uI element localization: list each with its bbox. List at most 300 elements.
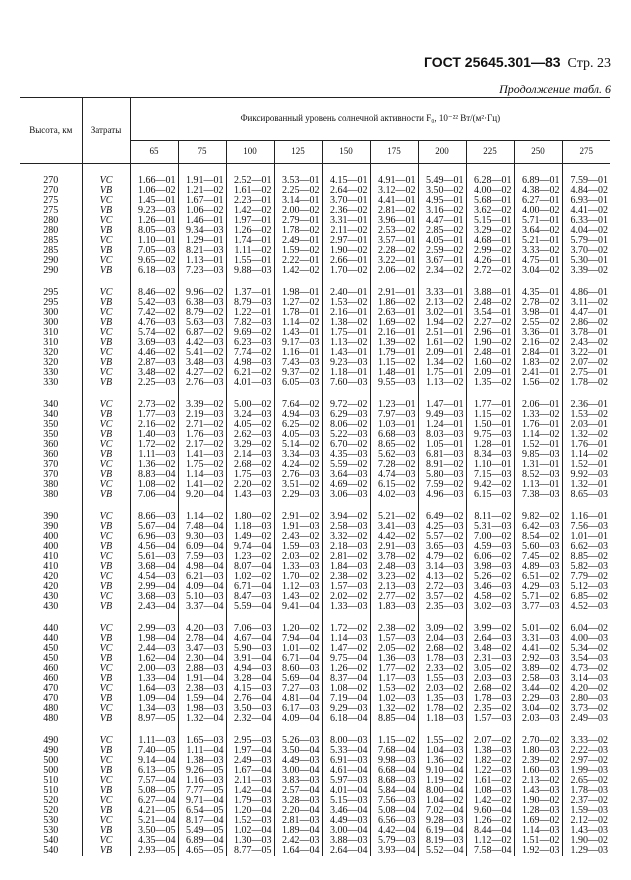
value-cell: 8.77—05: [226, 846, 274, 856]
height-cell: 490: [20, 736, 82, 746]
value-cell: 7.59—03: [178, 552, 226, 562]
table-row: [20, 378, 610, 388]
value-cell: 1.80—03: [514, 746, 562, 756]
value-cell: 1.12—02: [466, 836, 514, 846]
value-cell: 4.09—04: [274, 714, 322, 724]
value-cell: 2.37—02: [570, 795, 609, 807]
value-cell: 3.00—04: [322, 826, 370, 836]
value-cell: 4.35—04: [130, 836, 178, 846]
value-cell: 4.13—02: [418, 572, 466, 582]
value-cell: 1.39—02: [370, 338, 418, 348]
value-cell: 1.08—03: [466, 786, 514, 796]
value-cell: 2.04—03: [418, 634, 466, 644]
value-cell: 9.23—03: [322, 358, 370, 368]
value-cell: 2.43—02: [570, 337, 609, 349]
value-cell: 3.04—02: [514, 704, 562, 714]
cost-cell: VC: [82, 776, 130, 786]
value-cell: 7.58—04: [466, 846, 514, 856]
value-cell: 9.10—04: [418, 766, 466, 776]
height-cell: 295: [20, 298, 82, 308]
value-cell: 1.59—02: [274, 246, 322, 256]
value-cell: 1.99—03: [570, 765, 609, 777]
value-cell: 1.84—03: [322, 562, 370, 572]
value-cell: 5.63—03: [178, 318, 226, 328]
height-cell: 350: [20, 420, 82, 430]
value-cell: 6.91—03: [322, 756, 370, 766]
value-cell: 5.62—03: [370, 450, 418, 460]
height-cell: 500: [20, 766, 82, 776]
value-cell: 9.75—04: [322, 654, 370, 664]
value-cell: 3.65—03: [418, 542, 466, 552]
value-cell: 1.04—03: [418, 746, 466, 756]
cost-cell: VB: [82, 786, 130, 796]
value-cell: 7.40—05: [130, 746, 178, 756]
value-cell: 1.66—01: [130, 176, 178, 186]
value-cell: 3.11—02: [570, 297, 609, 309]
value-cell: 2.91—01: [370, 288, 418, 298]
value-cell: 2.76—03: [274, 470, 322, 480]
value-cell: 2.38—02: [370, 624, 418, 634]
value-cell: 2.72—03: [418, 582, 466, 592]
cost-cell: VC: [82, 644, 130, 654]
height-cell: 410: [20, 552, 82, 562]
value-cell: 5.80—03: [418, 470, 466, 480]
value-cell: 1.56—02: [514, 378, 562, 388]
value-cell: 4.81—04: [274, 694, 322, 704]
value-cell: 1.46—01: [178, 216, 226, 226]
value-cell: 8.21—03: [178, 246, 226, 256]
value-cell: 2.68—02: [418, 644, 466, 654]
value-cell: 1.35—02: [466, 378, 514, 388]
height-cell: 270: [20, 176, 82, 186]
value-cell: 3.77—03: [514, 602, 562, 612]
value-cell: 7.79—02: [570, 571, 609, 583]
value-cell: 7.02—04: [418, 806, 466, 816]
value-cell: 7.68—04: [370, 746, 418, 756]
value-cell: 4.91—01: [370, 176, 418, 186]
value-cell: 4.00—03: [570, 633, 609, 645]
value-cell: 3.02—01: [418, 308, 466, 318]
value-cell: 1.11—02: [226, 246, 274, 256]
value-cell: 3.88—01: [466, 288, 514, 298]
cost-cell: VB: [82, 298, 130, 308]
value-cell: 1.76—03: [178, 430, 226, 440]
value-cell: 5.49—05: [178, 826, 226, 836]
value-cell: 9.28—03: [418, 816, 466, 826]
value-cell: 4.73—02: [570, 663, 609, 675]
group-spacer: [20, 164, 610, 177]
cost-cell: VB: [82, 186, 130, 196]
value-cell: 6.09—04: [178, 542, 226, 552]
value-cell: 7.74—02: [226, 348, 274, 358]
value-cell: 1.55—03: [418, 674, 466, 684]
value-cell: 9.55—03: [370, 378, 418, 388]
value-cell: 1.92—03: [514, 846, 562, 856]
value-cell: 8.05—03: [130, 226, 178, 236]
value-cell: 2.62—03: [226, 430, 274, 440]
value-cell: 3.12—02: [370, 186, 418, 196]
value-cell: 3.22—01: [570, 347, 609, 359]
value-cell: 4.59—03: [466, 542, 514, 552]
value-cell: 5.08—05: [130, 786, 178, 796]
cost-cell: VB: [82, 602, 130, 612]
value-cell: 2.19—03: [178, 410, 226, 420]
value-cell: 1.03—01: [370, 420, 418, 430]
value-cell: 1.16—01: [570, 511, 609, 523]
value-cell: 6.96—03: [130, 532, 178, 542]
value-cell: 2.81—03: [274, 816, 322, 826]
value-cell: 1.10—01: [466, 460, 514, 470]
value-cell: 5.52—04: [418, 846, 466, 856]
value-cell: 1.37—01: [226, 288, 274, 298]
value-cell: 9.98—03: [370, 756, 418, 766]
cost-cell: VC: [82, 216, 130, 226]
value-cell: 3.57—01: [370, 236, 418, 246]
value-cell: 3.33—02: [514, 246, 562, 256]
height-cell: 340: [20, 410, 82, 420]
value-cell: 5.12—03: [570, 581, 609, 593]
value-cell: 2.99—03: [130, 624, 178, 634]
cost-cell: VB: [82, 654, 130, 664]
value-cell: 8.07—04: [226, 562, 274, 572]
height-cell: 420: [20, 582, 82, 592]
group-spacer: [20, 500, 610, 512]
value-cell: 1.26—02: [226, 226, 274, 236]
value-cell: 1.78—02: [418, 704, 466, 714]
value-cell: 2.88—03: [178, 664, 226, 674]
value-cell: 1.79—01: [370, 348, 418, 358]
value-cell: 4.65—05: [178, 846, 226, 856]
value-cell: 5.74—02: [130, 328, 178, 338]
value-cell: 1.27—02: [274, 298, 322, 308]
value-cell: 3.33—01: [418, 288, 466, 298]
value-cell: 2.80—03: [570, 693, 609, 705]
value-cell: 1.18—03: [226, 522, 274, 532]
value-cell: 1.01—01: [570, 531, 609, 543]
value-cell: 1.16—01: [274, 348, 322, 358]
value-cell: 5.30—01: [570, 255, 609, 267]
value-cell: 5.26—03: [274, 736, 322, 746]
value-cell: 3.51—02: [274, 480, 322, 490]
value-cell: 1.82—02: [466, 756, 514, 766]
value-cell: 2.16—01: [322, 308, 370, 318]
cost-cell: VC: [82, 552, 130, 562]
value-cell: 8.85—02: [570, 551, 609, 563]
value-cell: 3.64—02: [514, 226, 562, 236]
cost-cell: VC: [82, 624, 130, 634]
value-cell: 9.49—03: [418, 410, 466, 420]
value-cell: 2.38—03: [178, 684, 226, 694]
value-cell: 2.23—01: [226, 196, 274, 206]
value-cell: 2.64—04: [322, 846, 370, 856]
value-cell: 7.23—03: [178, 266, 226, 276]
value-cell: 7.59—01: [570, 175, 609, 187]
value-cell: 8.17—04: [178, 816, 226, 826]
value-cell: 2.33—02: [418, 664, 466, 674]
cost-cell: VB: [82, 450, 130, 460]
value-cell: 1.97—04: [226, 746, 274, 756]
value-cell: 1.20—04: [226, 806, 274, 816]
value-cell: 1.08—02: [322, 684, 370, 694]
value-cell: 1.42—02: [466, 796, 514, 806]
value-cell: 9.75—03: [466, 430, 514, 440]
value-cell: 1.22—01: [226, 308, 274, 318]
cost-cell: VC: [82, 196, 130, 206]
value-cell: 2.11—03: [226, 776, 274, 786]
value-cell: 9.71—04: [178, 796, 226, 806]
height-cell: 330: [20, 378, 82, 388]
value-cell: 1.48—01: [370, 368, 418, 378]
value-cell: 3.47—03: [178, 644, 226, 654]
value-cell: 3.39—02: [570, 265, 609, 277]
value-cell: 4.47—01: [418, 216, 466, 226]
value-cell: 1.41—03: [178, 450, 226, 460]
cost-cell: VB: [82, 714, 130, 724]
value-cell: 6.85—02: [570, 591, 609, 603]
value-cell: 2.35—03: [418, 602, 466, 612]
group-spacer: [20, 612, 610, 624]
value-cell: 1.57—03: [370, 634, 418, 644]
value-cell: 4.52—03: [570, 601, 609, 613]
value-cell: 2.06—01: [514, 400, 562, 410]
cost-cell: VC: [82, 736, 130, 746]
value-cell: 6.42—03: [514, 522, 562, 532]
value-cell: 5.79—03: [370, 836, 418, 846]
value-cell: 1.11—03: [130, 450, 178, 460]
value-cell: 2.91—02: [274, 512, 322, 522]
value-cell: 4.98—03: [226, 358, 274, 368]
value-cell: 6.81—03: [418, 450, 466, 460]
level-header: 150: [322, 141, 370, 164]
value-cell: 1.83—03: [370, 602, 418, 612]
cost-cell: VC: [82, 512, 130, 522]
value-cell: 7.56—03: [370, 796, 418, 806]
height-cell: 330: [20, 368, 82, 378]
value-cell: 2.09—01: [466, 368, 514, 378]
value-cell: 2.29—03: [274, 490, 322, 500]
value-cell: 1.14—03: [514, 826, 562, 836]
value-cell: 6.05—03: [274, 378, 322, 388]
value-cell: 1.91—03: [274, 522, 322, 532]
value-cell: 3.96—01: [370, 216, 418, 226]
value-cell: 9.92—03: [570, 469, 609, 481]
value-cell: 3.53—01: [274, 176, 322, 186]
cost-cell: VC: [82, 836, 130, 846]
value-cell: 1.90—02: [570, 835, 609, 847]
value-cell: 2.81—02: [370, 206, 418, 216]
value-cell: 4.00—02: [514, 206, 562, 216]
value-cell: 2.05—02: [370, 644, 418, 654]
value-cell: 3.28—03: [274, 796, 322, 806]
value-cell: 2.35—02: [466, 704, 514, 714]
value-cell: 4.29—03: [514, 582, 562, 592]
cost-cell: VB: [82, 746, 130, 756]
value-cell: 3.23—02: [370, 572, 418, 582]
value-cell: 2.22—01: [274, 256, 322, 266]
value-cell: 6.18—03: [130, 266, 178, 276]
value-cell: 1.60—02: [466, 358, 514, 368]
value-cell: 4.42—03: [178, 338, 226, 348]
value-cell: 4.98—04: [178, 562, 226, 572]
value-cell: 4.05—01: [418, 236, 466, 246]
height-cell: 400: [20, 542, 82, 552]
value-cell: 3.29—02: [226, 440, 274, 450]
level-header: 125: [274, 141, 322, 164]
height-cell: 440: [20, 634, 82, 644]
value-cell: 2.58—03: [322, 522, 370, 532]
height-cell: 370: [20, 470, 82, 480]
height-cell: 460: [20, 664, 82, 674]
cost-cell: VC: [82, 440, 130, 450]
value-cell: 6.25—02: [274, 420, 322, 430]
value-cell: 2.73—02: [130, 400, 178, 410]
value-cell: 3.73—02: [570, 703, 609, 715]
value-cell: 6.51—02: [514, 572, 562, 582]
value-cell: 1.30—03: [226, 836, 274, 846]
value-cell: 1.29—03: [570, 845, 609, 857]
value-cell: 5.33—04: [322, 746, 370, 756]
value-cell: 3.62—02: [466, 206, 514, 216]
value-cell: 1.98—04: [130, 634, 178, 644]
value-cell: 2.51—01: [418, 328, 466, 338]
value-cell: 6.87—02: [178, 328, 226, 338]
value-cell: 3.50—05: [130, 826, 178, 836]
value-cell: 1.41—02: [178, 480, 226, 490]
value-cell: 1.49—02: [226, 532, 274, 542]
value-cell: 2.48—01: [466, 348, 514, 358]
height-cell: 275: [20, 206, 82, 216]
height-cell: 390: [20, 522, 82, 532]
value-cell: 4.67—04: [226, 634, 274, 644]
value-cell: 1.14—02: [570, 449, 609, 461]
value-cell: 4.20—02: [570, 683, 609, 695]
value-cell: 1.75—02: [178, 460, 226, 470]
value-cell: 6.27—01: [514, 196, 562, 206]
value-cell: 2.92—03: [514, 654, 562, 664]
value-cell: 3.68—04: [130, 562, 178, 572]
value-cell: 1.36—02: [130, 460, 178, 470]
value-cell: 3.98—01: [514, 308, 562, 318]
value-cell: 4.61—04: [322, 766, 370, 776]
value-cell: 3.54—01: [466, 308, 514, 318]
value-cell: 1.72—02: [130, 440, 178, 450]
height-cell: 290: [20, 256, 82, 266]
value-cell: 3.50—03: [226, 704, 274, 714]
value-cell: 8.68—03: [370, 776, 418, 786]
height-cell: 530: [20, 816, 82, 826]
value-cell: 1.14—02: [274, 318, 322, 328]
value-cell: 2.43—02: [274, 532, 322, 542]
value-cell: 3.14—03: [418, 562, 466, 572]
value-cell: 2.48—03: [370, 562, 418, 572]
height-cell: 510: [20, 786, 82, 796]
value-cell: 1.23—01: [370, 400, 418, 410]
value-cell: 2.99—02: [466, 246, 514, 256]
value-cell: 1.80—02: [226, 512, 274, 522]
level-header: 100: [226, 141, 274, 164]
value-cell: 3.68—03: [130, 592, 178, 602]
value-cell: 1.64—04: [274, 846, 322, 856]
value-cell: 2.34—02: [418, 266, 466, 276]
height-cell: 400: [20, 532, 82, 542]
height-cell: 275: [20, 196, 82, 206]
column-header-height: Высота, км: [20, 98, 82, 164]
value-cell: 1.90—02: [514, 796, 562, 806]
value-cell: 4.15—03: [226, 684, 274, 694]
value-cell: 3.00—04: [274, 766, 322, 776]
value-cell: 2.78—04: [178, 634, 226, 644]
value-cell: 3.48—02: [466, 644, 514, 654]
value-cell: 1.72—02: [322, 624, 370, 634]
value-cell: 8.97—05: [130, 714, 178, 724]
value-cell: 8.44—04: [466, 826, 514, 836]
cost-cell: VC: [82, 480, 130, 490]
value-cell: 1.53—02: [370, 684, 418, 694]
value-cell: 8.65—03: [570, 489, 609, 501]
height-cell: 380: [20, 490, 82, 500]
value-cell: 3.54—03: [570, 653, 609, 665]
value-cell: 1.67—04: [226, 766, 274, 776]
value-cell: 2.09—01: [418, 348, 466, 358]
value-cell: 3.70—02: [570, 245, 609, 257]
value-cell: 3.91—04: [226, 654, 274, 664]
value-cell: 5.10—03: [178, 592, 226, 602]
value-cell: 3.99—02: [466, 624, 514, 634]
value-cell: 5.67—04: [130, 522, 178, 532]
value-cell: 1.15—02: [370, 736, 418, 746]
value-cell: 9.37—02: [274, 368, 322, 378]
value-cell: 1.64—03: [130, 684, 178, 694]
value-cell: 2.32—04: [226, 714, 274, 724]
value-cell: 2.58—03: [514, 674, 562, 684]
value-cell: 1.61—02: [466, 776, 514, 786]
height-cell: 280: [20, 216, 82, 226]
cost-cell: VB: [82, 582, 130, 592]
value-cell: 1.43—03: [514, 786, 562, 796]
value-cell: 6.17—03: [274, 704, 322, 714]
height-cell: 350: [20, 430, 82, 440]
value-cell: 9.17—03: [274, 338, 322, 348]
continuation-note: Продолжение табл. 6: [499, 82, 611, 96]
cost-cell: VB: [82, 826, 130, 836]
value-cell: 1.70—02: [274, 572, 322, 582]
value-cell: 6.68—03: [370, 430, 418, 440]
cost-cell: VC: [82, 400, 130, 410]
value-cell: 2.13—02: [514, 776, 562, 786]
height-cell: 420: [20, 572, 82, 582]
value-cell: 6.93—01: [570, 195, 609, 207]
height-cell: 470: [20, 684, 82, 694]
cost-cell: VC: [82, 796, 130, 806]
value-cell: 1.75—01: [418, 368, 466, 378]
value-cell: 1.02—03: [370, 694, 418, 704]
value-cell: 3.31—01: [322, 216, 370, 226]
value-cell: 9.96—02: [178, 288, 226, 298]
value-cell: 5.60—03: [514, 542, 562, 552]
value-cell: 1.06—02: [130, 186, 178, 196]
value-cell: 5.26—02: [466, 572, 514, 582]
value-cell: 3.22—01: [370, 256, 418, 266]
value-cell: 2.36—01: [570, 399, 609, 411]
height-cell: 500: [20, 756, 82, 766]
value-cell: 6.56—03: [370, 816, 418, 826]
value-cell: 1.17—03: [370, 674, 418, 684]
value-cell: 2.96—01: [466, 328, 514, 338]
cost-cell: VB: [82, 318, 130, 328]
value-cell: 6.49—02: [418, 512, 466, 522]
value-cell: 2.07—02: [466, 736, 514, 746]
value-cell: 1.77—03: [130, 410, 178, 420]
